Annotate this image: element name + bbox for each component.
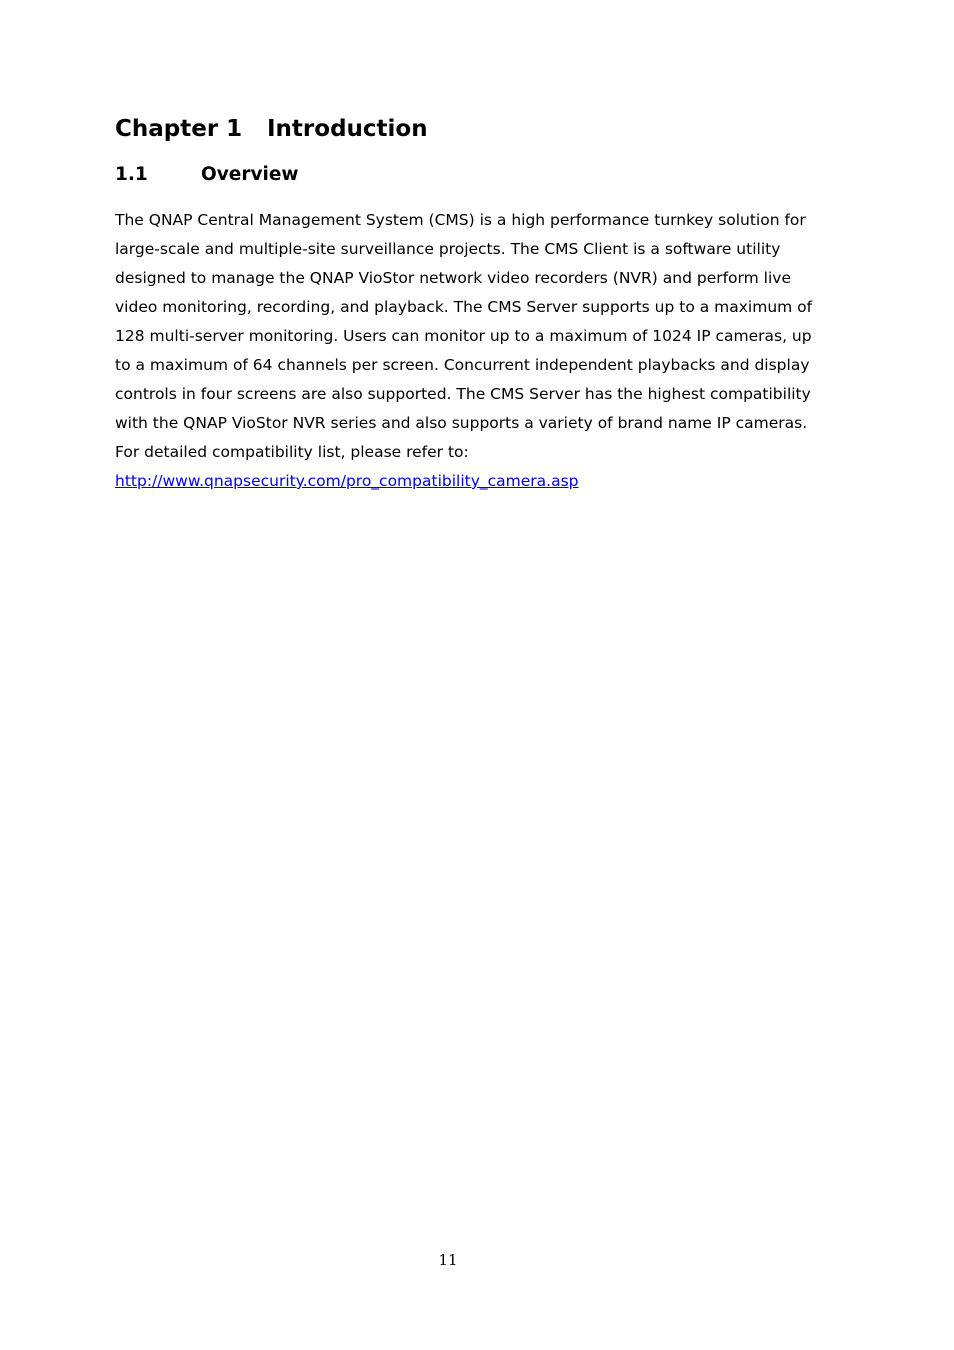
paragraph-line: to a maximum of 64 channels per screen. Concurrent independent playbacks and display: [115, 356, 810, 374]
paragraph-line: controls in four screens are also supported. The CMS Server has the highest compatibility: [115, 385, 811, 403]
chapter-title: Introduction: [267, 116, 428, 142]
paragraph-line: large-scale and multiple-site surveillance projects. The CMS Client is a software utility: [115, 240, 781, 258]
paragraph-line: with the QNAP VioStor NVR series and also supports a variety of brand name IP cameras.: [115, 414, 808, 432]
chapter-heading: [115, 113, 428, 145]
paragraph-line: 128 multi-server monitoring. Users can monitor up to a maximum of 1024 IP cameras, up: [115, 327, 812, 345]
page-number: 11: [438, 1251, 458, 1269]
paragraph-line: video monitoring, recording, and playback. The CMS Server supports up to a maximum of: [115, 298, 813, 316]
paragraph-line: The QNAP Central Management System (CMS) is a high performance turnkey solution for: [115, 211, 806, 229]
compatibility-list-link[interactable]: http://www.qnapsecurity.com/pro_compatibility_camera.asp: [115, 472, 579, 490]
paragraph-line: For detailed compatibility list, please refer to:: [115, 443, 469, 461]
section-heading: [115, 162, 299, 188]
overview-paragraph: [115, 206, 855, 496]
chapter-number: Chapter 1: [115, 116, 243, 142]
paragraph-line: designed to manage the QNAP VioStor network video recorders (NVR) and perform live: [115, 269, 791, 287]
section-title: Overview: [201, 164, 299, 185]
section-number: 1.1: [115, 164, 148, 185]
